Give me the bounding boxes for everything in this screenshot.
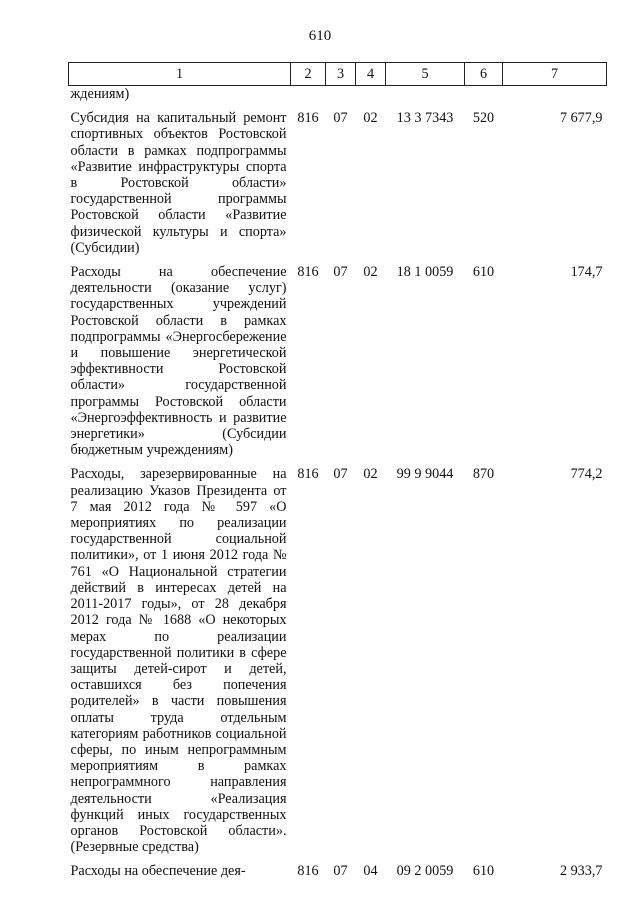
column-header: 4 <box>356 63 386 86</box>
row-code-subsection: 02 <box>363 466 378 483</box>
table-row <box>69 264 607 466</box>
row-code-expense-type: 610 <box>472 863 495 880</box>
row-amount: 7 677,9 <box>559 110 603 127</box>
row-code-expense-type: 610 <box>472 264 495 281</box>
row-amount <box>503 86 607 111</box>
row-amount: 2 933,7 <box>559 863 603 880</box>
row-code-expense-type: 520 <box>472 110 495 127</box>
table-row <box>69 466 607 863</box>
row-code-section: 07 <box>333 863 348 880</box>
row-code-subsection: 02 <box>363 264 378 281</box>
column-header: 7 <box>503 63 607 86</box>
column-header: 6 <box>465 63 503 86</box>
page-number: 610 <box>308 28 332 44</box>
row-code-admin: 816 <box>297 466 319 483</box>
row-description: Расходы на обеспечение деятельности (оказание услуг) государственных учреждений Ростовской области в рамках подпрограммы «Энергосбережение и повышение энергетической эффективности Ростовской области» государственной программы Ростовской области «Энергоэффективность и развитие энергетики» (Субсидии бюджетным учреждениям) <box>70 264 287 459</box>
row-description: Расходы на обеспечение дея- <box>70 863 246 880</box>
row-code-section: 07 <box>333 110 348 127</box>
row-description: ждениям) <box>70 86 130 102</box>
row-code-subsection <box>356 86 386 111</box>
row-code-section: 07 <box>333 466 348 483</box>
column-header: 1 <box>69 63 291 86</box>
column-header: 2 <box>291 63 326 86</box>
table-header-row <box>69 63 607 86</box>
row-code-section: 07 <box>333 264 348 281</box>
row-code-expense-type <box>465 86 503 111</box>
column-header: 3 <box>326 63 356 86</box>
row-description: Расходы, зарезервированные на реализацию Указов Президента от 7 мая 2012 года № 597 «О мероприятиях по реализации государственной социальной политики», от 1 июня 2012 года № 761 «О Национальной стратегии действий в интересах детей на 2011-2017 годы», от 28 декабря 2012 года № 1688 «О некоторых мерах по реализации государственной политики в сфере защиты детей-сирот и детей, оставшихся без попечения родителей» в части повышения оплаты труда отдельным категориям работников социальной сферы, по иным непрограммным мероприятиям в рамках непрограммного направления деятельности «Реализация функций иных государственных органов Ростовской области». (Резервные средства) <box>70 466 287 856</box>
table-row <box>69 86 607 111</box>
row-code-subsection: 02 <box>363 110 378 127</box>
row-code-admin: 816 <box>297 863 319 880</box>
row-code-target: 18 1 0059 <box>396 264 454 281</box>
row-code-admin <box>291 86 326 111</box>
row-code-target: 09 2 0059 <box>396 863 454 880</box>
row-code-target: 13 3 7343 <box>396 110 454 127</box>
table-row <box>69 863 607 887</box>
row-code-target <box>386 86 465 111</box>
row-code-subsection: 04 <box>363 863 378 880</box>
row-code-admin: 816 <box>297 264 319 281</box>
row-code-admin: 816 <box>297 110 319 127</box>
row-amount: 174,7 <box>570 264 603 281</box>
row-amount: 774,2 <box>570 466 603 483</box>
budget-table <box>68 62 607 888</box>
row-code-expense-type: 870 <box>472 466 495 483</box>
row-code-section <box>326 86 356 111</box>
table-row <box>69 110 607 264</box>
column-header: 5 <box>386 63 465 86</box>
row-code-target: 99 9 9044 <box>396 466 454 483</box>
row-description: Субсидия на капитальный ремонт спортивных объектов Ростовской области в рамках подпрограммы «Развитие инфраструктуры спорта в Ростовской области» государственной программы Ростовской области «Развитие физической культуры и спорта» (Субсидии) <box>70 110 287 256</box>
